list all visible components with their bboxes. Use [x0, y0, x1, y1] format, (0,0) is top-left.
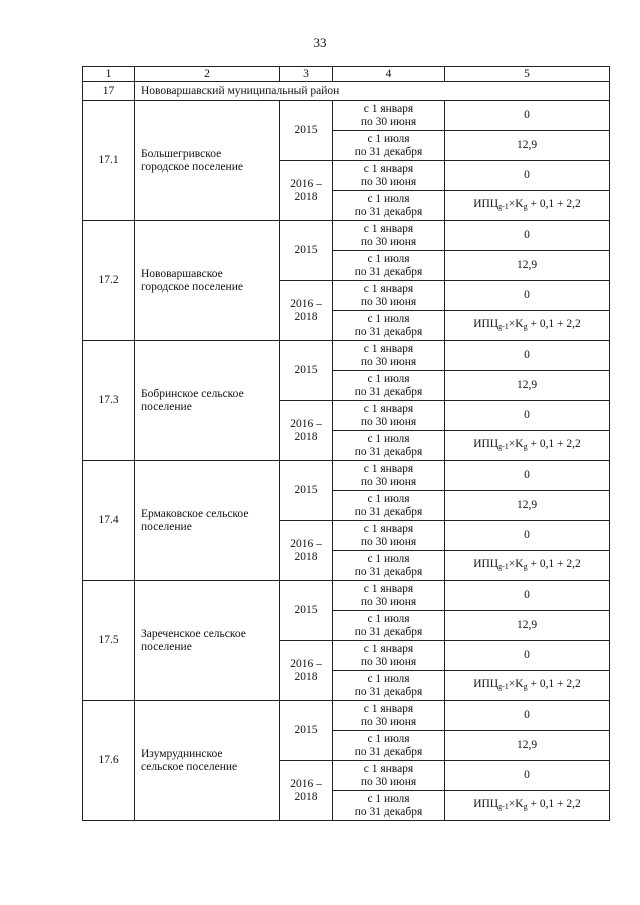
table-row [83, 701, 610, 731]
formula-subscript: g-1 [498, 561, 509, 571]
value-cell: 0 [445, 401, 610, 431]
formula-subscript: g [523, 441, 528, 451]
period-start: с 1 июля [367, 613, 410, 625]
period-cell [333, 161, 445, 191]
period-cell [333, 251, 445, 281]
period-start: с 1 июля [367, 253, 410, 265]
period-cell [333, 581, 445, 611]
formula-subscript: g [523, 321, 528, 331]
formula-part: ×K [508, 197, 524, 210]
period-start: с 1 января [363, 643, 414, 655]
formula-part: ИПЦ [473, 197, 499, 210]
page-number: 33 [313, 35, 327, 50]
year-line: 2018 [294, 790, 318, 803]
period-cell [333, 791, 445, 821]
settlement-number: 17.1 [83, 101, 135, 221]
tariff-formula [473, 678, 581, 690]
year-cell [280, 281, 333, 341]
period-end: по 30 июня [360, 535, 417, 548]
formula-part: + 0,1 + 2,2 [527, 557, 581, 570]
period-cell [333, 281, 445, 311]
formula-part: ×K [508, 437, 524, 450]
header-cell: 2 [135, 67, 280, 82]
formula-part: ×K [508, 797, 524, 810]
period-start: с 1 января [363, 583, 414, 595]
period-cell [333, 671, 445, 701]
formula-subscript: g [523, 561, 528, 571]
period-end: по 30 июня [360, 595, 417, 608]
value-cell [445, 671, 610, 701]
period-cell [333, 701, 445, 731]
value-cell: 12,9 [445, 611, 610, 641]
region-name: Нововаршавский муниципальный район [135, 82, 610, 101]
tariff-formula [473, 558, 581, 570]
period-start: с 1 июля [367, 193, 410, 205]
formula-part: ИПЦ [473, 797, 499, 810]
settlement-name-line: поселение [141, 520, 192, 533]
formula-subscript: g-1 [498, 441, 509, 451]
formula-part: ИПЦ [473, 437, 499, 450]
period-start: с 1 июля [367, 433, 410, 445]
period-start: с 1 июля [367, 793, 410, 805]
period-end: по 31 декабря [354, 385, 423, 398]
period-end: по 30 июня [360, 775, 417, 788]
year-line: 2018 [294, 310, 318, 323]
settlement-name [135, 461, 280, 581]
period-cell [333, 521, 445, 551]
year-line: 2016 – [290, 778, 322, 790]
formula-subscript: g-1 [498, 321, 509, 331]
settlement-name-line: Зареченское сельское [141, 628, 246, 640]
year-cell: 2015 [280, 101, 333, 161]
settlement-number: 17.2 [83, 221, 135, 341]
value-cell [445, 551, 610, 581]
tariff-formula [473, 198, 581, 210]
year-cell: 2015 [280, 701, 333, 761]
formula-part: + 0,1 + 2,2 [527, 197, 581, 210]
formula-subscript: g-1 [498, 801, 509, 811]
period-cell [333, 491, 445, 521]
period-end: по 31 декабря [354, 505, 423, 518]
region-number: 17 [83, 82, 135, 101]
year-line: 2016 – [290, 658, 322, 670]
period-end: по 30 июня [360, 475, 417, 488]
settlement-name-line: поселение [141, 400, 192, 413]
region-row [83, 82, 610, 101]
tariff-formula [473, 318, 581, 330]
value-cell: 0 [445, 581, 610, 611]
period-start: с 1 января [363, 163, 414, 175]
period-end: по 31 декабря [354, 745, 423, 758]
value-cell: 0 [445, 101, 610, 131]
settlement-name [135, 101, 280, 221]
tariff-table [82, 66, 610, 821]
settlement-name-line: сельское поселение [141, 760, 238, 773]
period-end: по 30 июня [360, 115, 417, 128]
period-cell [333, 341, 445, 371]
year-line: 2016 – [290, 538, 322, 550]
period-start: с 1 июля [367, 733, 410, 745]
formula-subscript: g [523, 801, 528, 811]
formula-subscript: g [523, 201, 528, 211]
year-line: 2016 – [290, 178, 322, 190]
value-cell: 0 [445, 281, 610, 311]
period-end: по 30 июня [360, 355, 417, 368]
year-line: 2018 [294, 550, 318, 563]
period-end: по 31 декабря [354, 685, 423, 698]
period-end: по 30 июня [360, 715, 417, 728]
header-cell: 4 [333, 67, 445, 82]
settlement-name [135, 221, 280, 341]
year-cell: 2015 [280, 581, 333, 641]
period-cell [333, 731, 445, 761]
value-cell: 12,9 [445, 491, 610, 521]
period-end: по 30 июня [360, 415, 417, 428]
value-cell: 0 [445, 761, 610, 791]
period-end: по 31 декабря [354, 325, 423, 338]
year-line: 2016 – [290, 418, 322, 430]
period-start: с 1 июля [367, 493, 410, 505]
value-cell [445, 191, 610, 221]
year-cell [280, 641, 333, 701]
value-cell: 12,9 [445, 731, 610, 761]
period-end: по 31 декабря [354, 205, 423, 218]
value-cell: 0 [445, 641, 610, 671]
table-row [83, 341, 610, 371]
period-end: по 31 декабря [354, 265, 423, 278]
year-line: 2016 – [290, 298, 322, 310]
year-line: 2018 [294, 670, 318, 683]
period-start: с 1 января [363, 223, 414, 235]
period-end: по 31 декабря [354, 805, 423, 818]
value-cell [445, 791, 610, 821]
period-end: по 31 декабря [354, 445, 423, 458]
formula-part: ×K [508, 557, 524, 570]
year-cell [280, 521, 333, 581]
period-cell [333, 221, 445, 251]
formula-subscript: g-1 [498, 681, 509, 691]
period-cell [333, 191, 445, 221]
settlement-number: 17.5 [83, 581, 135, 701]
period-cell [333, 431, 445, 461]
period-start: с 1 июля [367, 313, 410, 325]
settlement-name-line: поселение [141, 640, 192, 653]
table-row [83, 461, 610, 491]
year-line: 2018 [294, 190, 318, 203]
period-start: с 1 января [363, 523, 414, 535]
value-cell [445, 431, 610, 461]
period-end: по 31 декабря [354, 565, 423, 578]
table-row [83, 101, 610, 131]
settlement-name-line: Ермаковское сельское [141, 508, 249, 520]
year-line: 2018 [294, 430, 318, 443]
formula-subscript: g-1 [498, 201, 509, 211]
year-cell [280, 161, 333, 221]
settlement-name-line: Большегривское [141, 148, 222, 160]
period-start: с 1 января [363, 763, 414, 775]
period-end: по 30 июня [360, 235, 417, 248]
period-start: с 1 января [363, 343, 414, 355]
settlement-name [135, 341, 280, 461]
table-row [83, 581, 610, 611]
formula-part: + 0,1 + 2,2 [527, 437, 581, 450]
period-cell [333, 761, 445, 791]
header-cell: 1 [83, 67, 135, 82]
formula-part: + 0,1 + 2,2 [527, 317, 581, 330]
value-cell: 0 [445, 161, 610, 191]
formula-part: + 0,1 + 2,2 [527, 677, 581, 690]
period-start: с 1 июля [367, 133, 410, 145]
period-start: с 1 января [363, 703, 414, 715]
period-start: с 1 июля [367, 673, 410, 685]
period-cell [333, 461, 445, 491]
value-cell: 0 [445, 221, 610, 251]
value-cell: 12,9 [445, 251, 610, 281]
settlement-number: 17.4 [83, 461, 135, 581]
year-cell: 2015 [280, 461, 333, 521]
settlement-name-line: городское поселение [141, 280, 243, 293]
settlement-number: 17.3 [83, 341, 135, 461]
header-cell: 3 [280, 67, 333, 82]
header-cell: 5 [445, 67, 610, 82]
period-cell [333, 101, 445, 131]
value-cell: 12,9 [445, 131, 610, 161]
year-cell [280, 401, 333, 461]
period-end: по 30 июня [360, 295, 417, 308]
value-cell [445, 311, 610, 341]
period-cell [333, 131, 445, 161]
tariff-formula [473, 798, 581, 810]
formula-part: ИПЦ [473, 677, 499, 690]
period-cell [333, 311, 445, 341]
value-cell: 12,9 [445, 371, 610, 401]
year-cell: 2015 [280, 221, 333, 281]
value-cell: 0 [445, 521, 610, 551]
period-cell [333, 401, 445, 431]
period-start: с 1 января [363, 283, 414, 295]
period-cell [333, 551, 445, 581]
tariff-formula [473, 438, 581, 450]
period-end: по 31 декабря [354, 625, 423, 638]
formula-part: ×K [508, 677, 524, 690]
period-start: с 1 января [363, 463, 414, 475]
period-cell [333, 641, 445, 671]
settlement-number: 17.6 [83, 701, 135, 821]
formula-part: ИПЦ [473, 317, 499, 330]
period-cell [333, 611, 445, 641]
settlement-name-line: городское поселение [141, 160, 243, 173]
year-cell [280, 761, 333, 821]
settlement-name [135, 581, 280, 701]
table-row [83, 221, 610, 251]
formula-subscript: g [523, 681, 528, 691]
period-start: с 1 января [363, 103, 414, 115]
header-row [83, 67, 610, 82]
period-cell [333, 371, 445, 401]
period-start: с 1 июля [367, 553, 410, 565]
formula-part: ×K [508, 317, 524, 330]
settlement-name-line: Нововаршавское [141, 268, 223, 280]
formula-part: + 0,1 + 2,2 [527, 797, 581, 810]
value-cell: 0 [445, 461, 610, 491]
settlement-name-line: Бобринское сельское [141, 388, 244, 400]
value-cell: 0 [445, 701, 610, 731]
period-end: по 30 июня [360, 175, 417, 188]
value-cell: 0 [445, 341, 610, 371]
year-cell: 2015 [280, 341, 333, 401]
settlement-name [135, 701, 280, 821]
period-start: с 1 января [363, 403, 414, 415]
period-end: по 31 декабря [354, 145, 423, 158]
period-start: с 1 июля [367, 373, 410, 385]
formula-part: ИПЦ [473, 557, 499, 570]
settlement-name-line: Изумруднинское [141, 748, 223, 760]
period-end: по 30 июня [360, 655, 417, 668]
